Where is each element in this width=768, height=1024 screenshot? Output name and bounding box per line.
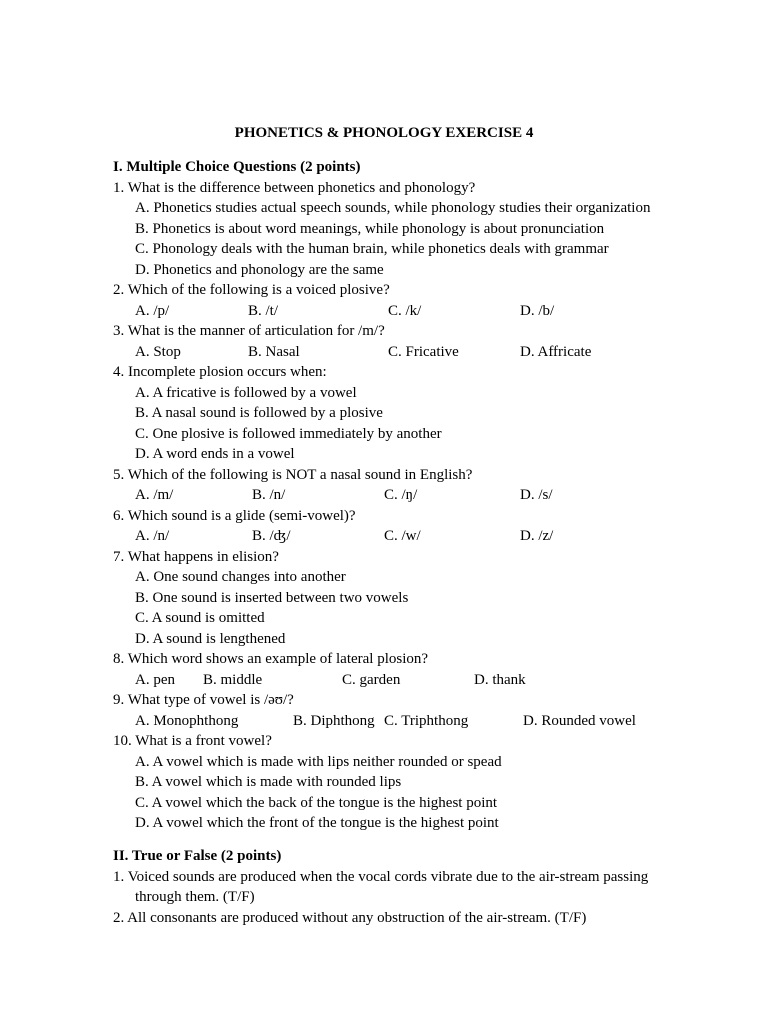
q4-option-b: B. A nasal sound is followed by a plosive — [135, 405, 383, 421]
question-10: 10. What is a front vowel? — [113, 733, 272, 749]
tf-item-2: 2. All consonants are produced without any obstruction of the air-stream. (T/F) — [113, 910, 587, 926]
q4-option-d: D. A word ends in a vowel — [135, 446, 295, 462]
q1-option-a: A. Phonetics studies actual speech sounds, while phonology studies their organization — [135, 200, 651, 216]
q6-option-d: D. /z/ — [520, 528, 554, 544]
q3-option-b: B. Nasal — [248, 344, 300, 360]
q9-option-a: A. Monophthong — [135, 713, 239, 729]
q3-option-a: A. Stop — [135, 344, 181, 360]
q1-option-b: B. Phonetics is about word meanings, while phonology is about pronunciation — [135, 221, 605, 237]
q7-option-c: C. A sound is omitted — [135, 610, 265, 626]
question-2: 2. Which of the following is a voiced plosive? — [113, 282, 390, 298]
q3-option-d: D. Affricate — [520, 344, 592, 360]
tf-item-1-line-2: through them. (T/F) — [135, 889, 255, 905]
q7-option-d: D. A sound is lengthened — [135, 631, 286, 647]
q2-option-d: D. /b/ — [520, 303, 555, 319]
q1-option-d: D. Phonetics and phonology are the same — [135, 262, 384, 278]
q2-option-b: B. /t/ — [248, 303, 279, 319]
q5-option-a: A. /m/ — [135, 487, 174, 503]
q9-option-d: D. Rounded vowel — [523, 713, 636, 729]
q4-option-c: C. One plosive is followed immediately by another — [135, 426, 442, 442]
question-1: 1. What is the difference between phonetics and phonology? — [113, 180, 476, 196]
q6-option-b: B. /ʤ/ — [252, 528, 291, 544]
q7-option-b: B. One sound is inserted between two vowels — [135, 590, 409, 606]
q7-option-a: A. One sound changes into another — [135, 569, 346, 585]
q5-option-d: D. /s/ — [520, 487, 553, 503]
section-1-heading: I. Multiple Choice Questions (2 points) — [113, 159, 361, 175]
q4-option-a: A. A fricative is followed by a vowel — [135, 385, 357, 401]
q8-option-a: A. pen — [135, 672, 175, 688]
question-3: 3. What is the manner of articulation for /m/? — [113, 323, 385, 339]
q1-option-c: C. Phonology deals with the human brain, while phonetics deals with grammar — [135, 241, 609, 257]
q3-option-c: C. Fricative — [388, 344, 459, 360]
q10-option-d: D. A vowel which the front of the tongue is the highest point — [135, 815, 499, 831]
q10-option-c: C. A vowel which the back of the tongue is the highest point — [135, 795, 498, 811]
q6-option-a: A. /n/ — [135, 528, 170, 544]
q8-option-c: C. garden — [342, 672, 401, 688]
document-title: PHONETICS & PHONOLOGY EXERCISE 4 — [234, 125, 534, 141]
tf-item-1-line-1: 1. Voiced sounds are produced when the vocal cords vibrate due to the air-stream passing — [113, 869, 649, 885]
section-2-heading: II. True or False (2 points) — [113, 848, 282, 864]
question-8: 8. Which word shows an example of lateral plosion? — [113, 651, 429, 667]
question-4: 4. Incomplete plosion occurs when: — [113, 364, 327, 380]
q10-option-a: A. A vowel which is made with lips neither rounded or spead — [135, 754, 502, 770]
q5-option-b: B. /n/ — [252, 487, 286, 503]
question-5: 5. Which of the following is NOT a nasal sound in English? — [113, 467, 473, 483]
q8-option-b: B. middle — [203, 672, 263, 688]
q10-option-b: B. A vowel which is made with rounded lips — [135, 774, 402, 790]
question-9: 9. What type of vowel is /əʊ/? — [113, 692, 294, 708]
q5-option-c: C. /ŋ/ — [384, 487, 418, 503]
question-7: 7. What happens in elision? — [113, 549, 279, 565]
q9-option-c: C. Triphthong — [384, 713, 469, 729]
question-6: 6. Which sound is a glide (semi-vowel)? — [113, 508, 356, 524]
q9-option-b: B. Diphthong — [293, 713, 375, 729]
q6-option-c: C. /w/ — [384, 528, 421, 544]
q8-option-d: D. thank — [474, 672, 526, 688]
q2-option-a: A. /p/ — [135, 303, 170, 319]
q2-option-c: C. /k/ — [388, 303, 422, 319]
